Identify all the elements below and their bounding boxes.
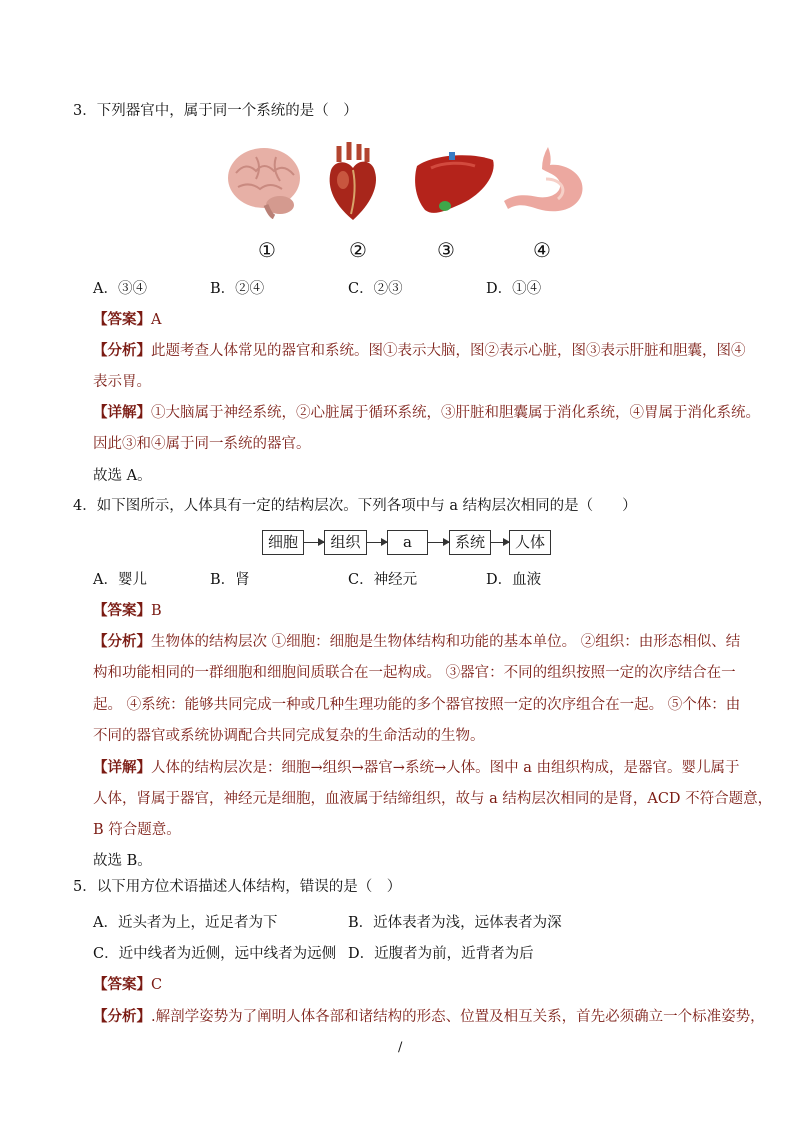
page-footer-mark: / [398,1040,403,1055]
q4-detail-line-3: B 符合题意。 [93,822,181,838]
q3-option-c: C．②③ [348,281,403,297]
q3-analysis-line-2: 表示胃。 [93,374,151,390]
flow-arrow [428,542,449,543]
flow-arrow [367,542,387,543]
analysis-tag: 【分析】 [93,342,151,359]
detail-text: 人体的结构层次是：细胞→组织→器官→系统→人体。图中 a 由组织构成，是器官。婴儿属于 [151,760,740,776]
q5-option-d: D．近腹者为前，近背者为后 [348,946,534,962]
q4-answer [93,601,162,621]
brain-image [226,143,304,219]
q3-detail-line-2: 因此③和④属于同一系统的器官。 [93,436,311,452]
analysis-text: 生物体的结构层次 ①细胞：细胞是生物体结构和功能的基本单位。 ②组织：由形态相似、结 [151,634,741,650]
q3-answer [93,310,161,330]
q4-option-c: C．神经元 [348,572,418,588]
q5-question: 5．以下用方位术语描述人体结构，错误的是（ ） [73,879,402,895]
flow-arrow [304,542,324,543]
q3-question: 3．下列器官中，属于同一个系统的是（ ） [73,103,358,119]
q5-option-c: C．近中线者为近侧，远中线者为远侧 [93,946,337,962]
q4-option-d: D．血液 [486,572,542,588]
q4-detail-line-1 [93,758,739,778]
q3-option-a: A．③④ [93,281,147,297]
answer-tag: 【答案】 [93,311,151,328]
detail-tag: 【详解】 [93,404,151,421]
stomach-image [502,143,592,219]
flow-box-tissue: 组织 [324,530,367,555]
answer-tag: 【答案】 [93,602,151,619]
analysis-tag: 【分析】 [93,633,151,650]
q4-analysis-line-2: 构和功能相同的一群细胞和细胞间质联合在一起构成。 ③器官：不同的组织按照一定的次序结合在一 [93,665,736,681]
q4-question: 4．如下图所示，人体具有一定的结构层次。下列各项中与 a 结构层次相同的是（ ） [73,498,637,514]
image-label-3: ③ [437,238,455,262]
q3-conclusion: 故选 A。 [93,468,152,484]
q3-option-d: D．①④ [486,281,542,297]
q5-option-a: A．近头者为上，近足者为下 [93,915,278,931]
analysis-tag: 【分析】 [93,1008,151,1025]
flow-arrow [491,542,509,543]
heart-image [325,140,381,224]
answer-value: A [151,312,162,328]
flow-box-human: 人体 [509,530,551,555]
q4-analysis-line-3: 起。 ④系统：能够共同完成一种或几种生理功能的多个器官按照一定的次序组合在一起。 ⑤个体：由 [93,697,741,713]
image-label-4: ④ [533,238,551,262]
detail-text: ①大脑属于神经系统，②心脏属于循环系统，③肝脏和胆囊属于消化系统，④胃属于消化系统。 [151,405,760,421]
flow-box-cell: 细胞 [262,530,304,555]
q4-analysis-line-4: 不同的器官或系统协调配合共同完成复杂的生命活动的生物。 [93,728,485,744]
q3-analysis-line-1 [93,341,746,361]
q5-answer [93,975,162,995]
flow-box-system: 系统 [449,530,491,555]
q4-conclusion: 故选 B。 [93,853,152,869]
analysis-text: 此题考查人体常见的器官和系统。图①表示大脑，图②表示心脏，图③表示肝脏和胆囊，图④ [151,343,746,359]
image-label-1: ① [258,238,276,262]
q4-detail-line-2: 人体，肾属于器官，神经元是细胞，血液属于结缔组织，故与 a 结构层次相同的是肾，ACD 不符合题意， [93,791,773,807]
q4-analysis-line-1 [93,632,740,652]
answer-tag: 【答案】 [93,976,151,993]
q4-option-a: A．婴儿 [93,572,147,588]
analysis-text: .解剖学姿势为了阐明人体各部和诸结构的形态、位置及相互关系，首先必须确立一个标准姿势， [151,1009,765,1025]
flow-box-a: a [387,530,428,555]
liver-image [413,150,497,220]
answer-value: C [151,977,163,993]
answer-value: B [151,603,162,619]
image-label-2: ② [349,238,367,262]
detail-tag: 【详解】 [93,759,151,776]
q4-option-b: B．肾 [210,572,250,588]
q3-detail-line-1 [93,403,760,423]
q5-option-b: B．近体表者为浅，远体表者为深 [348,915,562,931]
q3-option-b: B．②④ [210,281,265,297]
q5-analysis-line-1 [93,1007,765,1027]
